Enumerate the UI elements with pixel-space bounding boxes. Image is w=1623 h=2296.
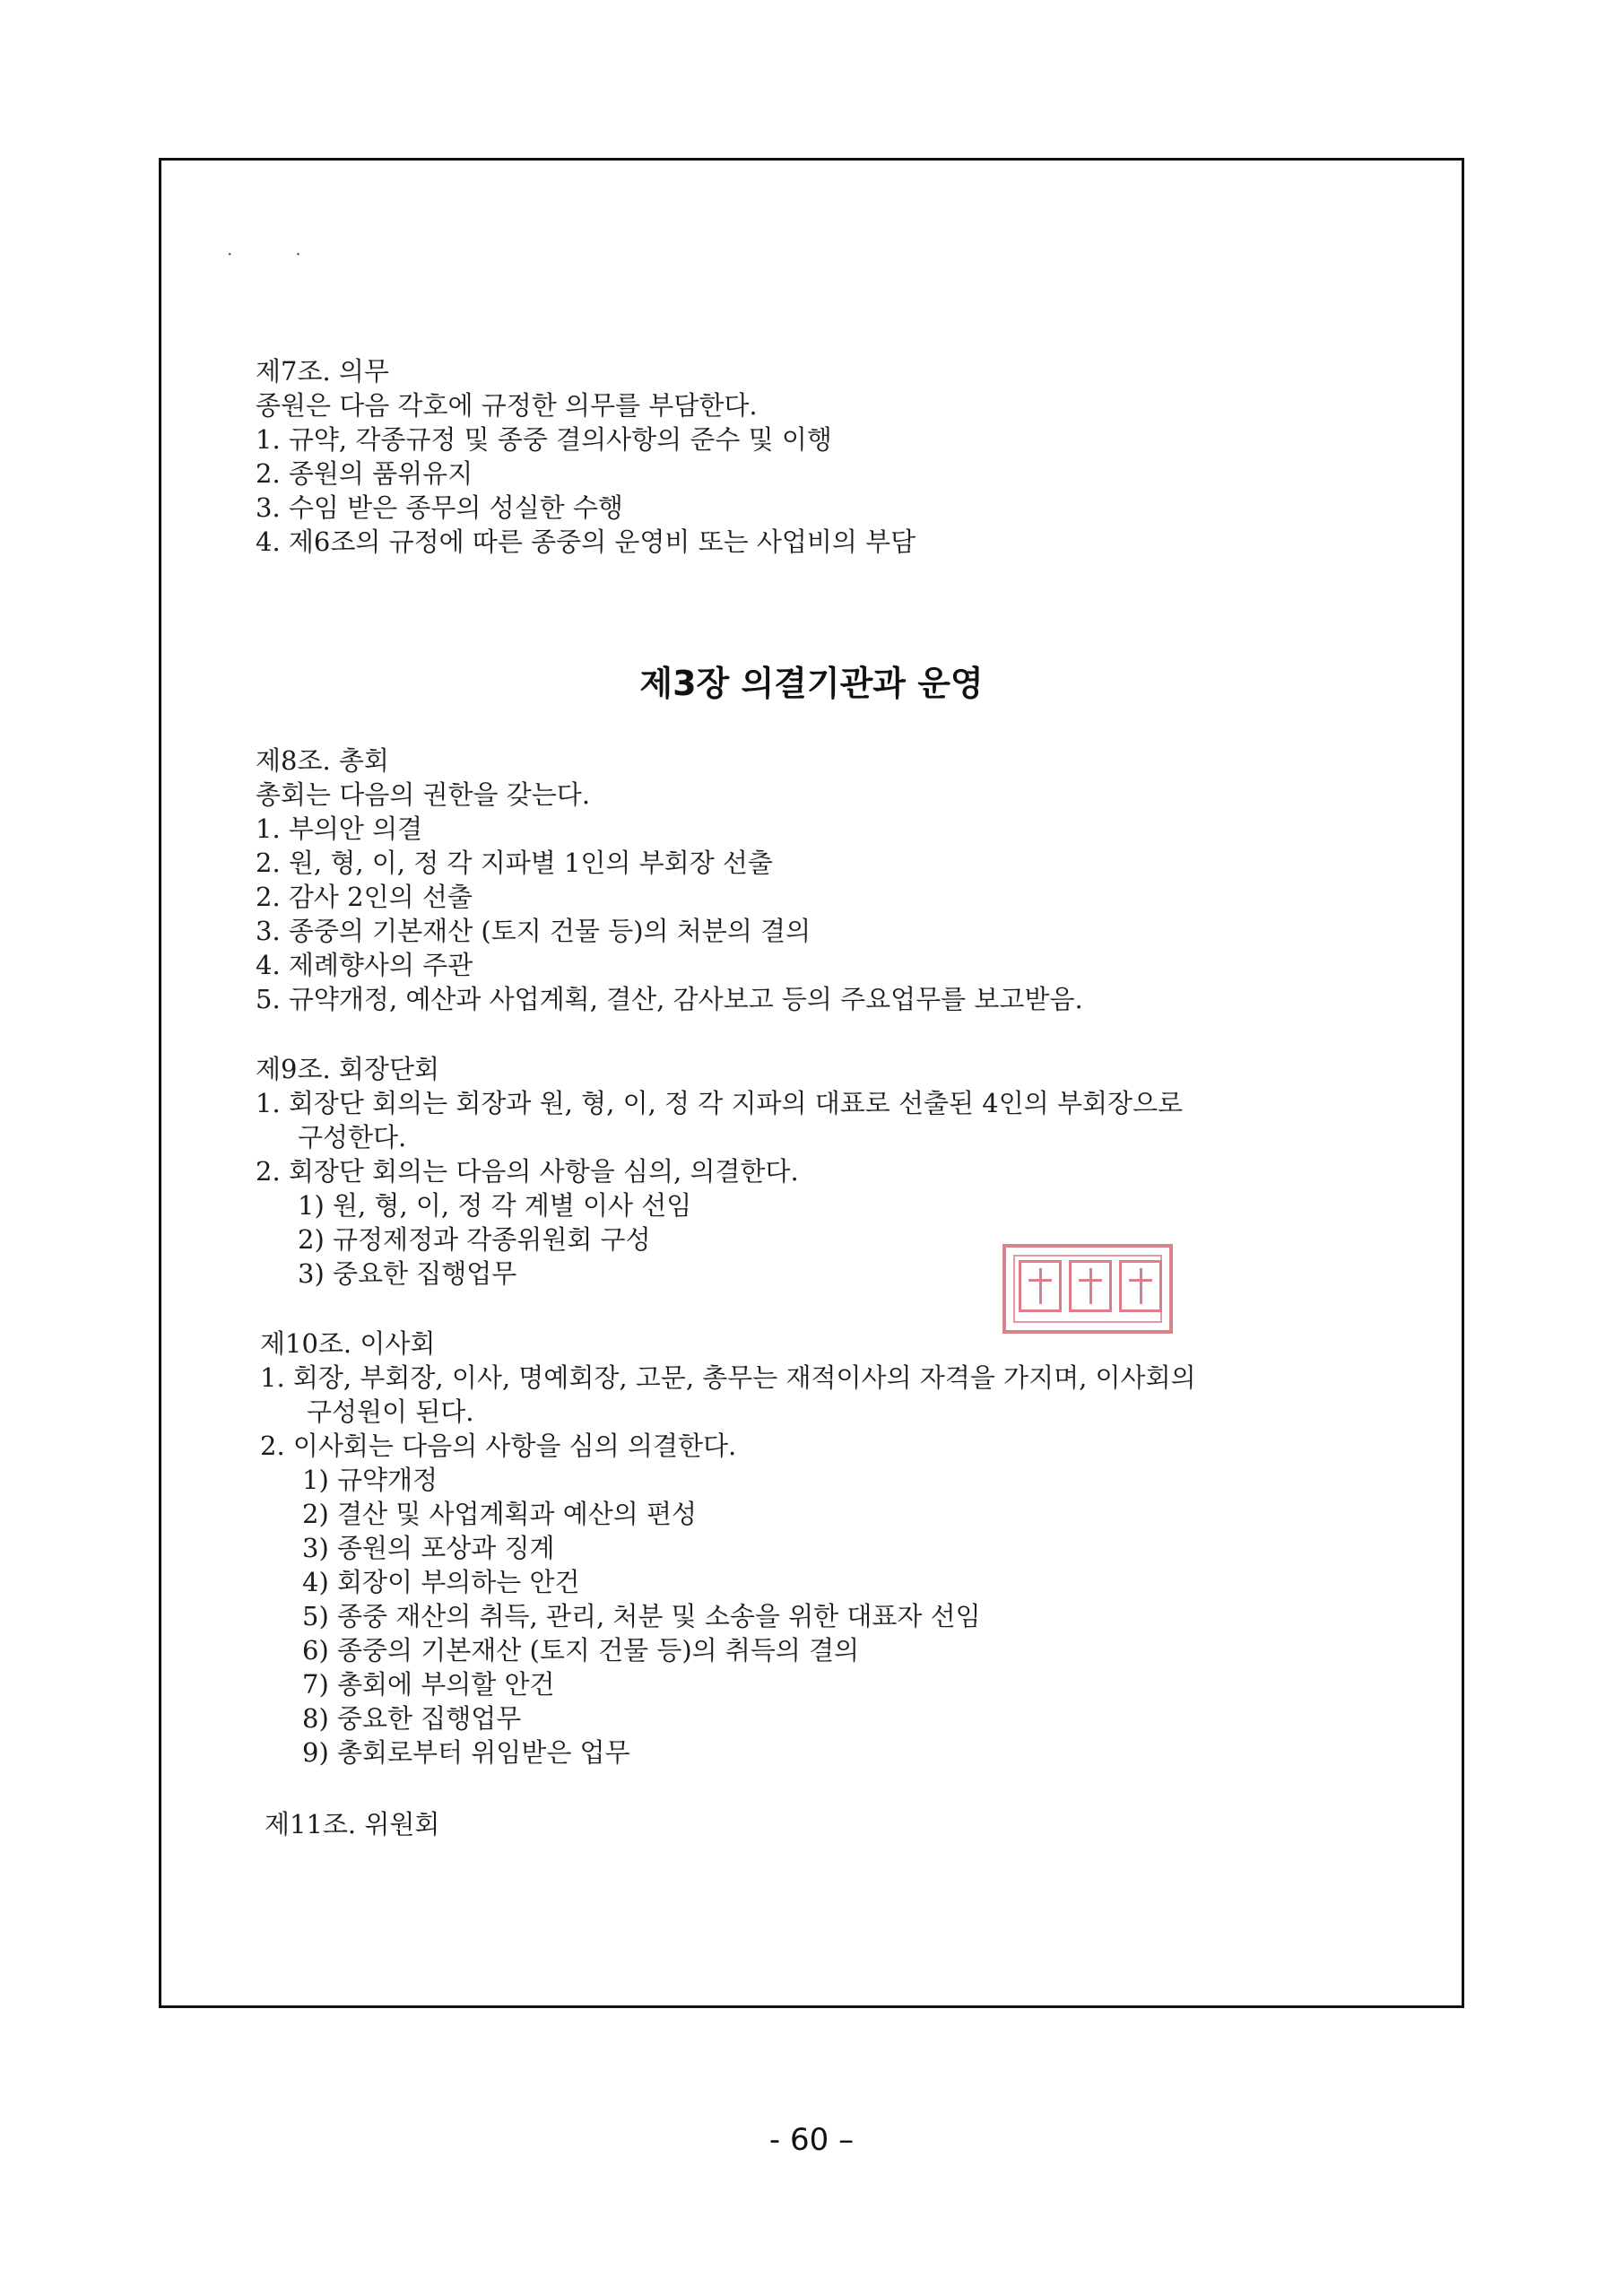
article-10-subitem: 2) 결산 및 사업계획과 예산의 편성 [302,1499,698,1529]
article-7-item: 1. 규약, 각종규정 및 종중 결의사항의 준수 및 이행 [256,424,832,455]
article-9-title: 제9조. 회장단회 [256,1054,439,1084]
article-8-title: 제8조. 총회 [256,745,389,776]
article-7-title: 제7조. 의무 [256,356,389,387]
article-8-item: 5. 규약개정, 예산과 사업계획, 결산, 감사보고 등의 주요업무를 보고받음. [256,984,1083,1014]
article-10-subitem: 3) 종원의 포상과 징계 [302,1533,555,1563]
article-7-item: 4. 제6조의 규정에 따른 종중의 운영비 또는 사업비의 부담 [256,526,916,557]
article-10-subitem: 7) 총회에 부의할 안건 [302,1669,555,1700]
page-frame [159,158,1464,2008]
article-10-subitem: 9) 총회로부터 위임받은 업무 [302,1737,630,1768]
article-8-intro: 총회는 다음의 권한을 갖는다. [256,779,591,810]
article-9-subitem: 2) 규정제정과 각종위원회 구성 [298,1224,651,1255]
article-8-item: 2. 원, 형, 이, 정 각 지파별 1인의 부회장 선출 [256,848,773,878]
article-10-subitem: 8) 중요한 집행업무 [302,1703,522,1734]
article-10-subitem: 1) 규약개정 [302,1465,438,1495]
article-10-item-2: 2. 이사회는 다음의 사항을 심의 의결한다. [260,1431,737,1461]
article-10-item-1: 1. 회장, 부회장, 이사, 명예회장, 고문, 총무는 재적이사의 자격을 가지며, 이사회의 [260,1362,1196,1393]
article-9-item-1-continued: 구성한다. [298,1122,407,1152]
article-8-item: 3. 종중의 기본재산 (토지 건물 등)의 처분의 결의 [256,916,812,946]
article-8-item: 2. 감사 2인의 선출 [256,882,473,912]
article-7-item: 3. 수임 받은 종무의 성실한 수행 [256,492,623,523]
article-10-subitem: 6) 종중의 기본재산 (토지 건물 등)의 취득의 결의 [302,1635,860,1665]
article-11-title: 제11조. 위원회 [265,1809,440,1839]
article-10-subitem: 5) 종중 재산의 취득, 관리, 처분 및 소송을 위한 대표자 선임 [302,1601,981,1631]
article-10-title: 제10조. 이사회 [260,1328,436,1359]
article-8-item: 1. 부의안 의결 [256,813,423,844]
red-seal-stamp [1002,1244,1173,1334]
article-10-subitem: 4) 회장이 부의하는 안건 [302,1567,580,1597]
article-7-intro: 종원은 다음 각호에 규정한 의무를 부담한다. [256,390,758,421]
article-10-item-1-continued: 구성원이 된다. [307,1396,474,1427]
scan-specks: ·· [227,243,364,265]
chapter-3-heading: 제3장 의결기관과 운영 [639,664,984,703]
article-7-item: 2. 종원의 품위유지 [256,458,473,489]
article-8-item: 4. 제례향사의 주관 [256,950,473,980]
article-9-item-1: 1. 회장단 회의는 회장과 원, 형, 이, 정 각 지파의 대표로 선출된 4인의 부회장으로 [256,1088,1184,1118]
article-9-subitem: 3) 중요한 집행업무 [298,1258,517,1289]
article-9-item-2: 2. 회장단 회의는 다음의 사항을 심의, 의결한다. [256,1156,799,1187]
article-9-subitem: 1) 원, 형, 이, 정 각 계별 이사 선임 [298,1190,692,1221]
page-number: - 60 – [768,2122,855,2158]
